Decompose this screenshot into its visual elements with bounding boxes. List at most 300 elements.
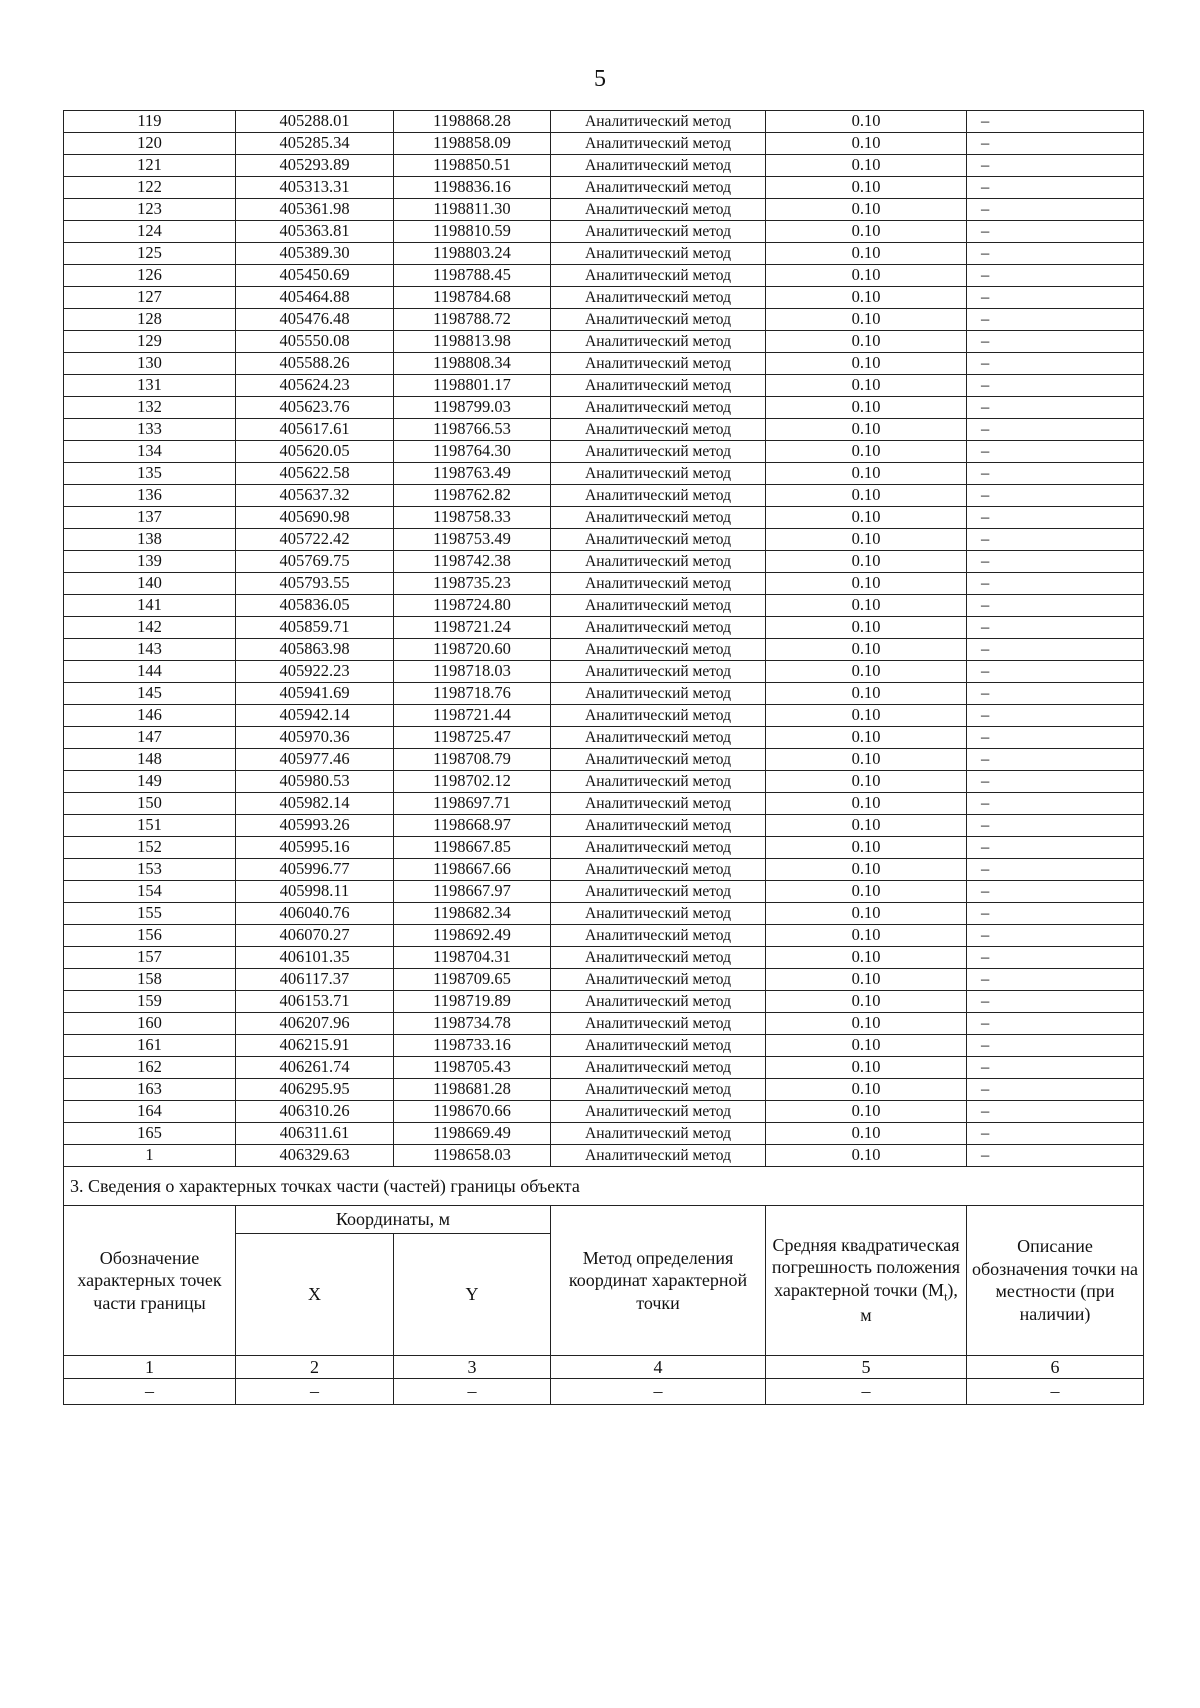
section-title: 3. Сведения о характерных точках части (частей) границы объекта xyxy=(64,1167,1144,1206)
boundary-points-table xyxy=(63,110,1144,1167)
table-row xyxy=(64,727,1144,749)
y-coordinate-cell: 1198702.12 xyxy=(394,771,551,793)
table-row xyxy=(64,243,1144,265)
description-cell: – xyxy=(967,925,1144,947)
method-cell: Аналитический метод xyxy=(551,155,766,177)
y-coordinate-cell: 1198784.68 xyxy=(394,287,551,309)
error-cell: 0.10 xyxy=(766,397,967,419)
method-cell: Аналитический метод xyxy=(551,573,766,595)
x-coordinate-cell: 406261.74 xyxy=(236,1057,394,1079)
error-cell: 0.10 xyxy=(766,727,967,749)
y-coordinate-cell: 1198735.23 xyxy=(394,573,551,595)
description-cell: – xyxy=(967,199,1144,221)
y-coordinate-cell: 1198667.85 xyxy=(394,837,551,859)
table-row xyxy=(64,507,1144,529)
error-cell: 0.10 xyxy=(766,573,967,595)
table-row xyxy=(64,463,1144,485)
point-number-cell: 128 xyxy=(64,309,236,331)
point-number-cell: 148 xyxy=(64,749,236,771)
x-coordinate-cell: 405859.71 xyxy=(236,617,394,639)
x-coordinate-cell: 406215.91 xyxy=(236,1035,394,1057)
error-cell: 0.10 xyxy=(766,1123,967,1145)
error-cell: 0.10 xyxy=(766,683,967,705)
empty-cell: – xyxy=(551,1378,766,1404)
y-coordinate-cell: 1198733.16 xyxy=(394,1035,551,1057)
description-cell: – xyxy=(967,793,1144,815)
x-coordinate-cell: 405285.34 xyxy=(236,133,394,155)
x-coordinate-cell: 405476.48 xyxy=(236,309,394,331)
table-row xyxy=(64,1145,1144,1167)
x-coordinate-cell: 405722.42 xyxy=(236,529,394,551)
method-cell: Аналитический метод xyxy=(551,1079,766,1101)
table-row xyxy=(64,991,1144,1013)
error-cell: 0.10 xyxy=(766,881,967,903)
y-coordinate-cell: 1198718.76 xyxy=(394,683,551,705)
y-coordinate-cell: 1198709.65 xyxy=(394,969,551,991)
y-coordinate-cell: 1198742.38 xyxy=(394,551,551,573)
column-number: 2 xyxy=(236,1355,394,1378)
y-coordinate-cell: 1198813.98 xyxy=(394,331,551,353)
method-cell: Аналитический метод xyxy=(551,991,766,1013)
error-cell: 0.10 xyxy=(766,837,967,859)
description-cell: – xyxy=(967,661,1144,683)
empty-cell: – xyxy=(394,1378,551,1404)
header-coordinates: Координаты, м xyxy=(236,1206,551,1234)
description-cell: – xyxy=(967,991,1144,1013)
x-coordinate-cell: 405998.11 xyxy=(236,881,394,903)
method-cell: Аналитический метод xyxy=(551,639,766,661)
description-cell: – xyxy=(967,639,1144,661)
x-coordinate-cell: 406040.76 xyxy=(236,903,394,925)
table-row xyxy=(64,397,1144,419)
table-row xyxy=(64,133,1144,155)
description-cell: – xyxy=(967,969,1144,991)
description-cell: – xyxy=(967,815,1144,837)
point-number-cell: 140 xyxy=(64,573,236,595)
error-cell: 0.10 xyxy=(766,419,967,441)
table-row xyxy=(64,111,1144,133)
y-coordinate-cell: 1198668.97 xyxy=(394,815,551,837)
table-row xyxy=(64,683,1144,705)
table-row xyxy=(64,1079,1144,1101)
method-cell: Аналитический метод xyxy=(551,617,766,639)
method-cell: Аналитический метод xyxy=(551,221,766,243)
table-row xyxy=(64,309,1144,331)
y-coordinate-cell: 1198753.49 xyxy=(394,529,551,551)
empty-cell: – xyxy=(236,1378,394,1404)
x-coordinate-cell: 405450.69 xyxy=(236,265,394,287)
description-cell: – xyxy=(967,331,1144,353)
method-cell: Аналитический метод xyxy=(551,749,766,771)
method-cell: Аналитический метод xyxy=(551,287,766,309)
point-number-cell: 162 xyxy=(64,1057,236,1079)
y-coordinate-cell: 1198810.59 xyxy=(394,221,551,243)
y-coordinate-cell: 1198658.03 xyxy=(394,1145,551,1167)
table-row xyxy=(64,837,1144,859)
method-cell: Аналитический метод xyxy=(551,683,766,705)
table-row xyxy=(64,331,1144,353)
description-cell: – xyxy=(967,837,1144,859)
x-coordinate-cell: 406295.95 xyxy=(236,1079,394,1101)
y-coordinate-cell: 1198667.97 xyxy=(394,881,551,903)
error-cell: 0.10 xyxy=(766,1101,967,1123)
x-coordinate-cell: 405623.76 xyxy=(236,397,394,419)
point-number-cell: 141 xyxy=(64,595,236,617)
y-coordinate-cell: 1198724.80 xyxy=(394,595,551,617)
table-row xyxy=(64,705,1144,727)
x-coordinate-cell: 405637.32 xyxy=(236,485,394,507)
method-cell: Аналитический метод xyxy=(551,727,766,749)
x-coordinate-cell: 405793.55 xyxy=(236,573,394,595)
point-number-cell: 163 xyxy=(64,1079,236,1101)
description-cell: – xyxy=(967,727,1144,749)
description-cell: – xyxy=(967,309,1144,331)
description-cell: – xyxy=(967,573,1144,595)
error-cell: 0.10 xyxy=(766,309,967,331)
table-row xyxy=(64,155,1144,177)
y-coordinate-cell: 1198705.43 xyxy=(394,1057,551,1079)
y-coordinate-cell: 1198850.51 xyxy=(394,155,551,177)
table-row xyxy=(64,595,1144,617)
header-description: Описание обозначения точки на местности (при наличии) xyxy=(967,1206,1144,1356)
description-cell: – xyxy=(967,903,1144,925)
description-cell: – xyxy=(967,529,1144,551)
error-cell: 0.10 xyxy=(766,243,967,265)
point-number-cell: 146 xyxy=(64,705,236,727)
x-coordinate-cell: 406207.96 xyxy=(236,1013,394,1035)
error-cell: 0.10 xyxy=(766,199,967,221)
x-coordinate-cell: 405996.77 xyxy=(236,859,394,881)
empty-cell: – xyxy=(766,1378,967,1404)
column-numbers-row xyxy=(64,1355,1144,1378)
error-cell: 0.10 xyxy=(766,265,967,287)
point-number-cell: 138 xyxy=(64,529,236,551)
table-row xyxy=(64,1101,1144,1123)
method-cell: Аналитический метод xyxy=(551,969,766,991)
table-row xyxy=(64,925,1144,947)
error-cell: 0.10 xyxy=(766,815,967,837)
y-coordinate-cell: 1198811.30 xyxy=(394,199,551,221)
table-row xyxy=(64,551,1144,573)
y-coordinate-cell: 1198808.34 xyxy=(394,353,551,375)
error-cell: 0.10 xyxy=(766,1079,967,1101)
boundary-points-body xyxy=(64,111,1144,1167)
error-cell: 0.10 xyxy=(766,375,967,397)
x-coordinate-cell: 405922.23 xyxy=(236,661,394,683)
point-number-cell: 160 xyxy=(64,1013,236,1035)
point-number-cell: 125 xyxy=(64,243,236,265)
point-number-cell: 165 xyxy=(64,1123,236,1145)
error-cell: 0.10 xyxy=(766,133,967,155)
empty-cell: – xyxy=(64,1378,236,1404)
x-coordinate-cell: 405363.81 xyxy=(236,221,394,243)
method-cell: Аналитический метод xyxy=(551,837,766,859)
method-cell: Аналитический метод xyxy=(551,397,766,419)
point-number-cell: 135 xyxy=(64,463,236,485)
description-cell: – xyxy=(967,485,1144,507)
point-number-cell: 142 xyxy=(64,617,236,639)
x-coordinate-cell: 405836.05 xyxy=(236,595,394,617)
error-cell: 0.10 xyxy=(766,507,967,529)
error-cell: 0.10 xyxy=(766,551,967,573)
empty-cell: – xyxy=(967,1378,1144,1404)
y-coordinate-cell: 1198692.49 xyxy=(394,925,551,947)
method-cell: Аналитический метод xyxy=(551,375,766,397)
y-coordinate-cell: 1198858.09 xyxy=(394,133,551,155)
error-cell: 0.10 xyxy=(766,947,967,969)
point-number-cell: 131 xyxy=(64,375,236,397)
point-number-cell: 129 xyxy=(64,331,236,353)
y-coordinate-cell: 1198788.45 xyxy=(394,265,551,287)
y-coordinate-cell: 1198766.53 xyxy=(394,419,551,441)
description-cell: – xyxy=(967,133,1144,155)
error-cell: 0.10 xyxy=(766,749,967,771)
description-cell: – xyxy=(967,265,1144,287)
method-cell: Аналитический метод xyxy=(551,1123,766,1145)
error-cell: 0.10 xyxy=(766,595,967,617)
table-row xyxy=(64,419,1144,441)
x-coordinate-cell: 405863.98 xyxy=(236,639,394,661)
method-cell: Аналитический метод xyxy=(551,309,766,331)
error-cell: 0.10 xyxy=(766,111,967,133)
description-cell: – xyxy=(967,1035,1144,1057)
point-number-cell: 164 xyxy=(64,1101,236,1123)
y-coordinate-cell: 1198788.72 xyxy=(394,309,551,331)
description-cell: – xyxy=(967,221,1144,243)
method-cell: Аналитический метод xyxy=(551,859,766,881)
table-row xyxy=(64,1035,1144,1057)
document-tables xyxy=(63,110,1143,1405)
y-coordinate-cell: 1198719.89 xyxy=(394,991,551,1013)
description-cell: – xyxy=(967,881,1144,903)
method-cell: Аналитический метод xyxy=(551,331,766,353)
error-cell: 0.10 xyxy=(766,661,967,683)
description-cell: – xyxy=(967,1057,1144,1079)
description-cell: – xyxy=(967,617,1144,639)
point-number-cell: 119 xyxy=(64,111,236,133)
x-coordinate-cell: 405617.61 xyxy=(236,419,394,441)
point-number-cell: 126 xyxy=(64,265,236,287)
point-number-cell: 130 xyxy=(64,353,236,375)
x-coordinate-cell: 406070.27 xyxy=(236,925,394,947)
table-row xyxy=(64,661,1144,683)
table-row xyxy=(64,485,1144,507)
error-cell: 0.10 xyxy=(766,221,967,243)
empty-data-row xyxy=(64,1378,1144,1404)
point-number-cell: 136 xyxy=(64,485,236,507)
header-x: X xyxy=(236,1233,394,1355)
x-coordinate-cell: 406117.37 xyxy=(236,969,394,991)
column-number: 5 xyxy=(766,1355,967,1378)
table-row xyxy=(64,1013,1144,1035)
description-cell: – xyxy=(967,287,1144,309)
description-cell: – xyxy=(967,441,1144,463)
x-coordinate-cell: 406101.35 xyxy=(236,947,394,969)
x-coordinate-cell: 405980.53 xyxy=(236,771,394,793)
point-number-cell: 123 xyxy=(64,199,236,221)
method-cell: Аналитический метод xyxy=(551,771,766,793)
x-coordinate-cell: 405690.98 xyxy=(236,507,394,529)
error-cell: 0.10 xyxy=(766,155,967,177)
method-cell: Аналитический метод xyxy=(551,705,766,727)
error-cell: 0.10 xyxy=(766,793,967,815)
table-row xyxy=(64,529,1144,551)
x-coordinate-cell: 406153.71 xyxy=(236,991,394,1013)
column-number: 6 xyxy=(967,1355,1144,1378)
error-cell: 0.10 xyxy=(766,1035,967,1057)
description-cell: – xyxy=(967,111,1144,133)
table-row xyxy=(64,573,1144,595)
x-coordinate-cell: 405624.23 xyxy=(236,375,394,397)
error-cell: 0.10 xyxy=(766,177,967,199)
description-cell: – xyxy=(967,749,1144,771)
description-cell: – xyxy=(967,155,1144,177)
error-cell: 0.10 xyxy=(766,903,967,925)
point-number-cell: 151 xyxy=(64,815,236,837)
description-cell: – xyxy=(967,1101,1144,1123)
part-boundary-section xyxy=(63,1167,1144,1405)
method-cell: Аналитический метод xyxy=(551,947,766,969)
y-coordinate-cell: 1198836.16 xyxy=(394,177,551,199)
point-number-cell: 152 xyxy=(64,837,236,859)
x-coordinate-cell: 405622.58 xyxy=(236,463,394,485)
point-number-cell: 145 xyxy=(64,683,236,705)
error-cell: 0.10 xyxy=(766,353,967,375)
x-coordinate-cell: 406310.26 xyxy=(236,1101,394,1123)
method-cell: Аналитический метод xyxy=(551,1035,766,1057)
method-cell: Аналитический метод xyxy=(551,507,766,529)
y-coordinate-cell: 1198725.47 xyxy=(394,727,551,749)
method-cell: Аналитический метод xyxy=(551,529,766,551)
error-cell: 0.10 xyxy=(766,991,967,1013)
point-number-cell: 149 xyxy=(64,771,236,793)
x-coordinate-cell: 405982.14 xyxy=(236,793,394,815)
method-cell: Аналитический метод xyxy=(551,925,766,947)
description-cell: – xyxy=(967,375,1144,397)
x-coordinate-cell: 405941.69 xyxy=(236,683,394,705)
x-coordinate-cell: 405995.16 xyxy=(236,837,394,859)
y-coordinate-cell: 1198764.30 xyxy=(394,441,551,463)
table-row xyxy=(64,375,1144,397)
x-coordinate-cell: 405293.89 xyxy=(236,155,394,177)
column-number: 4 xyxy=(551,1355,766,1378)
error-cell: 0.10 xyxy=(766,705,967,727)
description-cell: – xyxy=(967,1079,1144,1101)
point-number-cell: 157 xyxy=(64,947,236,969)
table-row xyxy=(64,1057,1144,1079)
table-row xyxy=(64,815,1144,837)
point-number-cell: 132 xyxy=(64,397,236,419)
method-cell: Аналитический метод xyxy=(551,1101,766,1123)
table-row xyxy=(64,969,1144,991)
method-cell: Аналитический метод xyxy=(551,133,766,155)
method-cell: Аналитический метод xyxy=(551,243,766,265)
description-cell: – xyxy=(967,1123,1144,1145)
y-coordinate-cell: 1198704.31 xyxy=(394,947,551,969)
description-cell: – xyxy=(967,397,1144,419)
point-number-cell: 156 xyxy=(64,925,236,947)
table-row xyxy=(64,221,1144,243)
x-coordinate-cell: 405550.08 xyxy=(236,331,394,353)
error-cell: 0.10 xyxy=(766,639,967,661)
point-number-cell: 143 xyxy=(64,639,236,661)
x-coordinate-cell: 405313.31 xyxy=(236,177,394,199)
error-cell: 0.10 xyxy=(766,771,967,793)
y-coordinate-cell: 1198803.24 xyxy=(394,243,551,265)
description-cell: – xyxy=(967,463,1144,485)
point-number-cell: 139 xyxy=(64,551,236,573)
y-coordinate-cell: 1198799.03 xyxy=(394,397,551,419)
description-cell: – xyxy=(967,947,1144,969)
y-coordinate-cell: 1198667.66 xyxy=(394,859,551,881)
header-method: Метод определения координат характерной точки xyxy=(551,1206,766,1356)
point-number-cell: 150 xyxy=(64,793,236,815)
method-cell: Аналитический метод xyxy=(551,463,766,485)
table-row xyxy=(64,441,1144,463)
method-cell: Аналитический метод xyxy=(551,485,766,507)
description-cell: – xyxy=(967,705,1144,727)
point-number-cell: 122 xyxy=(64,177,236,199)
x-coordinate-cell: 406311.61 xyxy=(236,1123,394,1145)
error-cell: 0.10 xyxy=(766,617,967,639)
error-cell: 0.10 xyxy=(766,529,967,551)
table-row xyxy=(64,903,1144,925)
method-cell: Аналитический метод xyxy=(551,881,766,903)
method-cell: Аналитический метод xyxy=(551,595,766,617)
description-cell: – xyxy=(967,243,1144,265)
point-number-cell: 1 xyxy=(64,1145,236,1167)
x-coordinate-cell: 405389.30 xyxy=(236,243,394,265)
x-coordinate-cell: 405464.88 xyxy=(236,287,394,309)
description-cell: – xyxy=(967,859,1144,881)
y-coordinate-cell: 1198669.49 xyxy=(394,1123,551,1145)
point-number-cell: 137 xyxy=(64,507,236,529)
table-row xyxy=(64,265,1144,287)
error-cell: 0.10 xyxy=(766,1057,967,1079)
y-coordinate-cell: 1198721.24 xyxy=(394,617,551,639)
description-cell: – xyxy=(967,419,1144,441)
y-coordinate-cell: 1198763.49 xyxy=(394,463,551,485)
method-cell: Аналитический метод xyxy=(551,177,766,199)
method-cell: Аналитический метод xyxy=(551,419,766,441)
method-cell: Аналитический метод xyxy=(551,1057,766,1079)
point-number-cell: 147 xyxy=(64,727,236,749)
error-cell: 0.10 xyxy=(766,925,967,947)
method-cell: Аналитический метод xyxy=(551,111,766,133)
error-cell: 0.10 xyxy=(766,441,967,463)
table-row xyxy=(64,749,1144,771)
error-cell: 0.10 xyxy=(766,463,967,485)
x-coordinate-cell: 405977.46 xyxy=(236,749,394,771)
y-coordinate-cell: 1198708.79 xyxy=(394,749,551,771)
point-number-cell: 158 xyxy=(64,969,236,991)
table-row xyxy=(64,353,1144,375)
table-row xyxy=(64,793,1144,815)
method-cell: Аналитический метод xyxy=(551,353,766,375)
error-cell: 0.10 xyxy=(766,485,967,507)
error-cell: 0.10 xyxy=(766,331,967,353)
y-coordinate-cell: 1198718.03 xyxy=(394,661,551,683)
y-coordinate-cell: 1198801.17 xyxy=(394,375,551,397)
point-number-cell: 121 xyxy=(64,155,236,177)
point-number-cell: 120 xyxy=(64,133,236,155)
y-coordinate-cell: 1198721.44 xyxy=(394,705,551,727)
table-row xyxy=(64,639,1144,661)
method-cell: Аналитический метод xyxy=(551,265,766,287)
point-number-cell: 154 xyxy=(64,881,236,903)
table-row xyxy=(64,881,1144,903)
y-coordinate-cell: 1198734.78 xyxy=(394,1013,551,1035)
